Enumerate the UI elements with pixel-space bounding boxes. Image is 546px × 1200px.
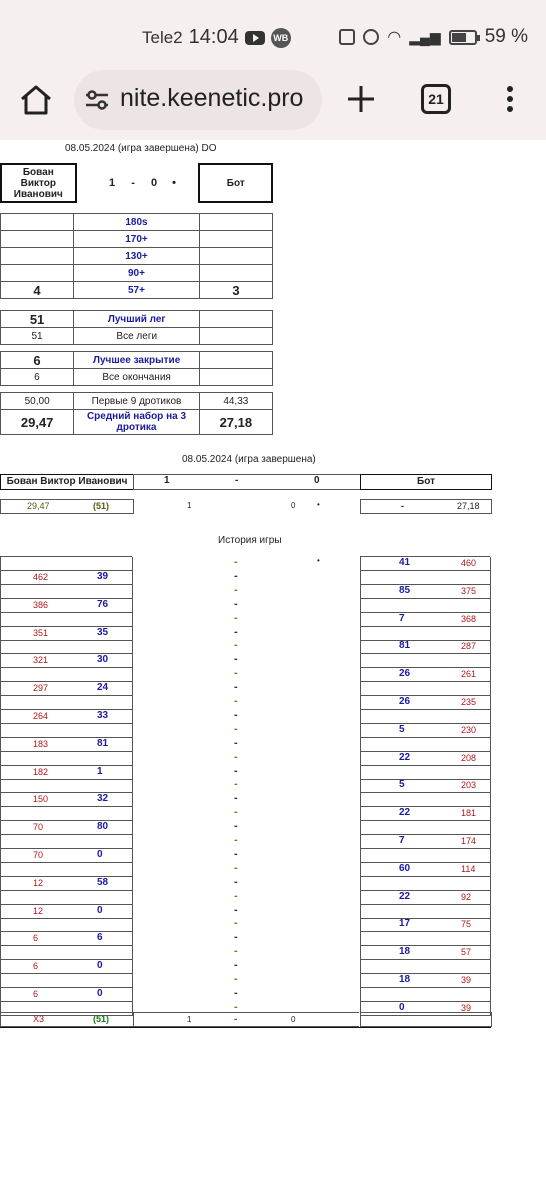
throw-score: 0: [399, 1002, 405, 1013]
history-row-left: [0, 599, 133, 613]
history-row-right: [360, 640, 491, 654]
history-row-dash: -: [234, 876, 238, 888]
history-row-dash: -: [234, 778, 238, 790]
throw-score: 81: [399, 640, 411, 651]
throw-score: 17: [399, 918, 411, 929]
history-row-right: [360, 668, 491, 682]
history-row-right: [360, 891, 491, 905]
history-row-right: [360, 696, 491, 710]
history-row-right: [360, 863, 491, 877]
history-row-dash: -: [234, 737, 238, 749]
address-bar[interactable]: [74, 70, 322, 130]
history-row-left: [0, 863, 133, 877]
history-row-left: [0, 974, 133, 988]
history-row-right: [360, 835, 491, 849]
remaining-score: 351: [33, 628, 49, 638]
remaining-score: 230: [461, 725, 477, 735]
game-avg-left: 29,47 (51): [0, 499, 134, 514]
carrier-name: Tele2: [142, 27, 183, 47]
history-right: [360, 556, 490, 1013]
history-row-left: [0, 793, 133, 807]
game-header: 08.05.2024 (игра завершена): [182, 454, 316, 465]
remaining-score: 460: [461, 558, 477, 568]
game-player-left: Бован Виктор Иванович: [0, 474, 134, 490]
remaining-score: 57: [461, 947, 472, 957]
throw-score: 0: [97, 905, 103, 916]
player-right-name: Бот: [199, 164, 272, 202]
history-row-right: [360, 974, 491, 988]
history-row-left: [0, 738, 133, 752]
history-row-dash: -: [234, 695, 238, 707]
remaining-score: 297: [33, 683, 49, 693]
remaining-score: 39: [461, 975, 472, 985]
remaining-score: 6: [33, 989, 39, 999]
remaining-score: 150: [33, 794, 49, 804]
history-row-left: [0, 682, 133, 696]
player-left-name: Бован Виктор Иванович: [1, 164, 76, 202]
throw-score: 32: [97, 793, 109, 804]
remaining-score: 114: [461, 864, 476, 874]
history-row-left: [0, 905, 133, 919]
remaining-score: 174: [461, 836, 477, 846]
history-row-left: [0, 807, 133, 821]
summary-score: 1 - 0 •: [109, 177, 177, 189]
remaining-score: 287: [461, 641, 477, 651]
throw-score: 60: [399, 863, 411, 874]
history-row-dash: -: [234, 681, 238, 693]
history-row-right: [360, 613, 491, 627]
throw-score: 26: [399, 696, 411, 707]
history-row-right: [360, 557, 491, 571]
final-right: [360, 1012, 492, 1027]
game-legs: 1 0 •: [187, 500, 320, 510]
history-row-left: [0, 988, 133, 1002]
history-row-left: [0, 710, 133, 724]
remaining-score: 70: [33, 850, 44, 860]
youtube-icon: [245, 31, 265, 45]
throw-score: 26: [399, 668, 411, 679]
throw-score: 58: [97, 877, 109, 888]
throw-score: 18: [399, 974, 411, 985]
history-row-dash: -: [234, 973, 238, 985]
wb-icon: WB: [271, 28, 291, 48]
history-row-left: [0, 752, 133, 766]
history-row-right: [360, 905, 491, 919]
throw-score: 30: [97, 654, 109, 665]
remaining-score: 181: [461, 808, 477, 818]
history-row-right: [360, 946, 491, 960]
throw-score: 6: [97, 932, 103, 943]
remaining-score: 70: [33, 822, 44, 832]
remaining-score: 6: [33, 933, 39, 943]
history-row-left: [0, 946, 133, 960]
history-row-dash: -: [234, 667, 238, 679]
history-row-dash: -: [234, 931, 238, 943]
history-row-right: [360, 752, 491, 766]
throw-score: 5: [399, 779, 405, 790]
remaining-score: 386: [33, 600, 49, 610]
remaining-score: 375: [461, 586, 477, 596]
home-icon[interactable]: [18, 82, 54, 118]
history-row-dash: -: [234, 626, 238, 638]
legs-table: 51 Лучший лег 51 Все леги: [0, 310, 273, 345]
game-avg-right: - 27,18: [360, 499, 492, 514]
history-row-right: [360, 988, 491, 1002]
history-row-right: [360, 807, 491, 821]
throw-score: 85: [399, 585, 411, 596]
throw-score: 80: [97, 821, 109, 832]
throw-score: 22: [399, 807, 411, 818]
history-row-right: [360, 738, 491, 752]
history-row-left: [0, 821, 133, 835]
history-row-dash: -: [234, 570, 238, 582]
tab-switcher-button[interactable]: 21: [421, 84, 451, 114]
history-row-dash: -: [234, 598, 238, 610]
history-row-dash: -: [234, 765, 238, 777]
new-tab-icon[interactable]: [346, 84, 376, 114]
remaining-score: 368: [461, 614, 477, 624]
remaining-score: 183: [33, 739, 49, 749]
history-row-dash: -: [234, 945, 238, 957]
remaining-score: 203: [461, 780, 477, 790]
history-row-right: [360, 627, 491, 641]
throw-score: 39: [97, 571, 109, 582]
history-row-dash: -: [234, 904, 238, 916]
history-row-right: [360, 766, 491, 780]
remaining-score: 6: [33, 961, 39, 971]
finish-table: 6 Лучшее закрытие 6 Все окончания: [0, 351, 273, 386]
remaining-score: 235: [461, 697, 477, 707]
history-row-right: [360, 724, 491, 738]
history-row-right: [360, 682, 491, 696]
remaining-score: 12: [33, 878, 44, 888]
history-row-dash: -: [234, 834, 238, 846]
history-row-right: [360, 710, 491, 724]
history-row-right: [360, 571, 491, 585]
remaining-score: 321: [33, 655, 49, 665]
history-left: [0, 556, 132, 999]
history-row-left: [0, 571, 133, 585]
history-row-left: [0, 932, 133, 946]
throw-score: 76: [97, 599, 109, 610]
remaining-score: 182: [33, 767, 49, 777]
history-row-left: [0, 891, 133, 905]
clock: 14:04: [188, 26, 239, 48]
history-row-dash: -: [234, 890, 238, 902]
scores-table: 180s 170+ 130+ 90+ 4 57+ 3: [0, 213, 273, 299]
history-row-dash: -: [234, 987, 238, 999]
history-row-left: [0, 696, 133, 710]
throw-score: 18: [399, 946, 411, 957]
summary-header: 08.05.2024 (игра завершена) DO: [65, 143, 217, 154]
history-row-left: [0, 877, 133, 891]
history-title: История игры: [218, 535, 282, 546]
history-row-left: [0, 557, 133, 571]
alarm-icon: [363, 29, 379, 45]
history-row-dash: -: [234, 653, 238, 665]
history-row-dash: -: [234, 959, 238, 971]
history-row-right: [360, 821, 491, 835]
throw-score: 41: [399, 557, 411, 568]
history-row-left: [0, 654, 133, 668]
battery-level: 59 %: [484, 26, 528, 47]
history-row-right: [360, 960, 491, 974]
throw-score: 7: [399, 613, 405, 624]
history-row-left: [0, 627, 133, 641]
final-left: X3 (51): [0, 1012, 134, 1027]
remaining-score: 208: [461, 753, 477, 763]
final-mid: 1 - 0: [133, 1012, 359, 1027]
url-text[interactable]: nite.keenetic.pro: [120, 84, 304, 112]
history-row-right: [360, 654, 491, 668]
history-row-dash: -: [234, 1001, 238, 1013]
battery-icon: [449, 30, 477, 45]
history-row-dash: -: [234, 820, 238, 832]
history-row-left: [0, 613, 133, 627]
summary-score-table: [0, 163, 273, 203]
remaining-score: 261: [461, 669, 477, 679]
throw-score: 33: [97, 710, 109, 721]
history-row-dash: -: [234, 612, 238, 624]
history-row-right: [360, 849, 491, 863]
history-row-left: [0, 724, 133, 738]
history-row-dash: -: [234, 792, 238, 804]
history-row-dash: -: [234, 723, 238, 735]
signal-icon: ▂▄▆: [409, 28, 441, 45]
throw-score: 0: [97, 849, 103, 860]
history-row-dash: -: [234, 862, 238, 874]
history-row-left: [0, 960, 133, 974]
history-row-left: [0, 766, 133, 780]
history-row-right: [360, 599, 491, 613]
history-row-dash: -: [234, 806, 238, 818]
game-player-right: Бот: [360, 474, 492, 490]
history-row-left: [0, 849, 133, 863]
throw-score: 0: [97, 988, 103, 999]
history-row-dash: -: [234, 917, 238, 929]
remaining-score: 12: [33, 906, 44, 916]
history-row-dash: -: [234, 848, 238, 860]
average-table: 50,00 Первые 9 дротиков 44,33 29,47 Средний набор на 3 дротика 27,18: [0, 392, 273, 435]
history-row-left: [0, 918, 133, 932]
remaining-score: 462: [33, 572, 49, 582]
more-menu-icon[interactable]: [500, 83, 520, 117]
history-row-dash: - •: [234, 556, 320, 568]
remaining-score: 264: [33, 711, 49, 721]
nfc-icon: [339, 29, 355, 45]
remaining-score: 75: [461, 919, 472, 929]
throw-score: 5: [399, 724, 405, 735]
game-score: 1 - 0: [133, 474, 361, 490]
history-row-right: [360, 585, 491, 599]
throw-score: 1: [97, 766, 103, 777]
history-row-dash: -: [234, 584, 238, 596]
history-row-right: [360, 793, 491, 807]
history-row-dash: -: [234, 709, 238, 721]
history-row-right: [360, 918, 491, 932]
wifi-icon: ◠: [387, 29, 402, 46]
history-row-dash: -: [234, 639, 238, 651]
divider: [0, 1027, 491, 1028]
browser-toolbar: [0, 58, 546, 140]
remaining-score: 39: [461, 1003, 472, 1013]
throw-score: 81: [97, 738, 109, 749]
site-settings-icon[interactable]: [84, 88, 110, 112]
history-row-left: [0, 668, 133, 682]
history-row-right: [360, 877, 491, 891]
throw-score: 24: [97, 682, 109, 693]
history-row-right: [360, 932, 491, 946]
throw-score: 7: [399, 835, 405, 846]
history-row-dash: -: [234, 751, 238, 763]
history-row-right: [360, 779, 491, 793]
history-row-left: [0, 585, 133, 599]
history-row-left: [0, 835, 133, 849]
throw-score: 35: [97, 627, 109, 638]
history-row-left: [0, 640, 133, 654]
throw-score: 0: [97, 960, 103, 971]
remaining-score: 92: [461, 892, 472, 902]
history-row-left: [0, 779, 133, 793]
throw-score: 22: [399, 891, 411, 902]
throw-score: 22: [399, 752, 411, 763]
